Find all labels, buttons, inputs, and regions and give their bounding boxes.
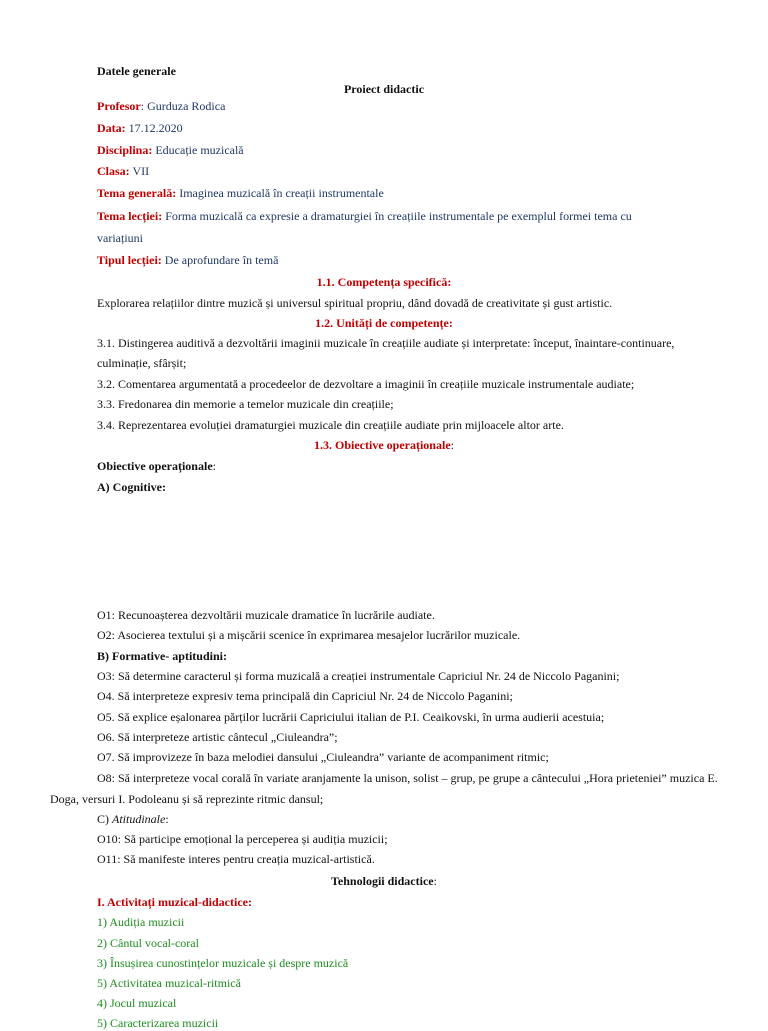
meta-value: 17.12.2020 bbox=[125, 121, 183, 135]
general-data-heading: Datele generale bbox=[97, 64, 176, 78]
obiective-title-colon: : bbox=[450, 438, 454, 452]
activity-item: 1) Audiția muzicii bbox=[97, 915, 185, 929]
meta-label: Tema generală: bbox=[97, 186, 177, 200]
activitati-heading: I. Activitați muzical-didactice: bbox=[97, 895, 252, 909]
meta-value: VII bbox=[129, 164, 150, 178]
obiective-subtitle bbox=[97, 459, 216, 474]
objective-o8-cont: Doga, versuri I. Podoleanu și să reprezinte ritmic dansul; bbox=[50, 792, 324, 806]
meta-value: De aprofundare în temă bbox=[161, 253, 279, 267]
activity-item: 4) Jocul muzical bbox=[97, 996, 177, 1010]
meta-tema-lectiei bbox=[97, 209, 632, 224]
meta-label: Tipul lecției: bbox=[97, 253, 162, 267]
meta-clasa bbox=[97, 164, 149, 179]
meta-label: Clasa: bbox=[97, 164, 130, 178]
activity-item: 2) Cântul vocal-coral bbox=[97, 936, 199, 950]
objective-o4: O4. Să interpreteze expresiv tema principală din Capriciul Nr. 24 de Niccolo Paganini; bbox=[97, 689, 513, 703]
unitati-item: 3.3. Fredonarea din memorie a temelor muzicale din creațiile; bbox=[97, 397, 394, 411]
meta-data bbox=[97, 121, 183, 136]
meta-label: Profesor bbox=[97, 99, 141, 113]
cognitive-heading: A) Cognitive: bbox=[97, 480, 166, 494]
meta-profesor bbox=[97, 99, 225, 114]
obiective-title bbox=[0, 438, 768, 453]
meta-tipul-lectiei bbox=[97, 253, 278, 268]
unitati-item: culminație, sfârșit; bbox=[97, 356, 187, 370]
obiective-title-text: 1.3. Obiective operaționale bbox=[314, 438, 451, 452]
atitudinale-text: Atitudinale bbox=[112, 812, 166, 826]
atitudinale-colon: : bbox=[165, 812, 169, 826]
objective-o10: O10: Să participe emoțional la perceperea și audiția muzicii; bbox=[97, 832, 388, 846]
objective-o6: O6. Să interpreteze artistic cântecul „Ciuleandra”; bbox=[97, 730, 338, 744]
activity-item: 5) Activitatea muzical-ritmică bbox=[97, 976, 241, 990]
meta-tema-generala bbox=[97, 186, 384, 201]
objective-o11: O11: Să manifeste interes pentru creația muzical-artistică. bbox=[97, 852, 375, 866]
meta-tema-lectiei-cont: variațiuni bbox=[97, 231, 143, 245]
atitudinale-heading bbox=[97, 812, 169, 827]
unitati-title: 1.2. Unități de competențe: bbox=[315, 316, 453, 330]
unitati-item: 3.2. Comentarea argumentată a procedeelor de dezvoltare a imaginii în creațiile muzicale instrumentale audiate; bbox=[97, 377, 635, 391]
objective-o5: O5. Să explice eșalonarea părților lucrării Capriciului italian de P.I. Ceaikovski, în urma audierii acestuia; bbox=[97, 710, 605, 724]
objective-o3: O3: Să determine caracterul și forma muzicală a creației instrumentale Capriciul Nr. 24 de Niccolo Paganini; bbox=[97, 669, 620, 683]
activity-item: 5) Caracterizarea muzicii bbox=[97, 1016, 219, 1030]
objective-o1: O1: Recunoașterea dezvoltării muzicale dramatice în lucrările audiate. bbox=[97, 608, 435, 622]
objective-o2: O2: Asocierea textului și a mișcării scenice în exprimarea mesajelor lucrărilor muzicale. bbox=[97, 628, 521, 642]
objective-o8: O8: Să interpreteze vocal corală în variate aranjamente la unison, solist – grup, pe grupe a cântecului „Hora prieteniei” muzica E. bbox=[97, 771, 718, 785]
competenta-text: Explorarea relațiilor dintre muzică și universul spiritual propriu, dând dovadă de creativitate și gust artistic. bbox=[97, 296, 613, 310]
tehnologii-title-colon: : bbox=[433, 874, 437, 888]
meta-label: Data: bbox=[97, 121, 126, 135]
tehnologii-title-text: Tehnologii didactice bbox=[331, 874, 434, 888]
meta-label: Disciplina: bbox=[97, 143, 153, 157]
meta-disciplina bbox=[97, 143, 244, 158]
activity-item: 3) Însușirea cunostințelor muzicale și despre muzică bbox=[97, 956, 349, 970]
obiective-subtitle-text: Obiective operaționale bbox=[97, 459, 213, 473]
obiective-subtitle-colon: : bbox=[212, 459, 216, 473]
meta-value: Imaginea muzicală în creații instrumentale bbox=[176, 186, 384, 200]
meta-value: Educație muzicală bbox=[152, 143, 244, 157]
unitati-item: 3.1. Distingerea auditivă a dezvoltării imaginii muzicale în creațiile audiate și interpretate: început, înaintare-continuare, bbox=[97, 336, 675, 350]
competenta-title: 1.1. Competența specifică: bbox=[316, 275, 452, 289]
unitati-item: 3.4. Reprezentarea evoluției dramaturgiei muzicale din creațiile audiate prin mijloacele altor arte. bbox=[97, 418, 564, 432]
tehnologii-title bbox=[0, 874, 768, 889]
objective-o7: O7. Să improvizeze în baza melodiei dansului „Ciuleandra” variante de acompaniment ritmic; bbox=[97, 750, 549, 764]
atitudinale-prefix: C) bbox=[97, 812, 112, 826]
formative-heading: B) Formative- aptitudini: bbox=[97, 649, 227, 663]
meta-value: Forma muzicală ca expresie a dramaturgiei în creațiile instrumentale pe exemplul formei tema cu bbox=[162, 209, 632, 223]
project-title: Proiect didactic bbox=[343, 82, 425, 96]
meta-value: : Gurduza Rodica bbox=[140, 99, 226, 113]
meta-label: Tema lecției: bbox=[97, 209, 163, 223]
